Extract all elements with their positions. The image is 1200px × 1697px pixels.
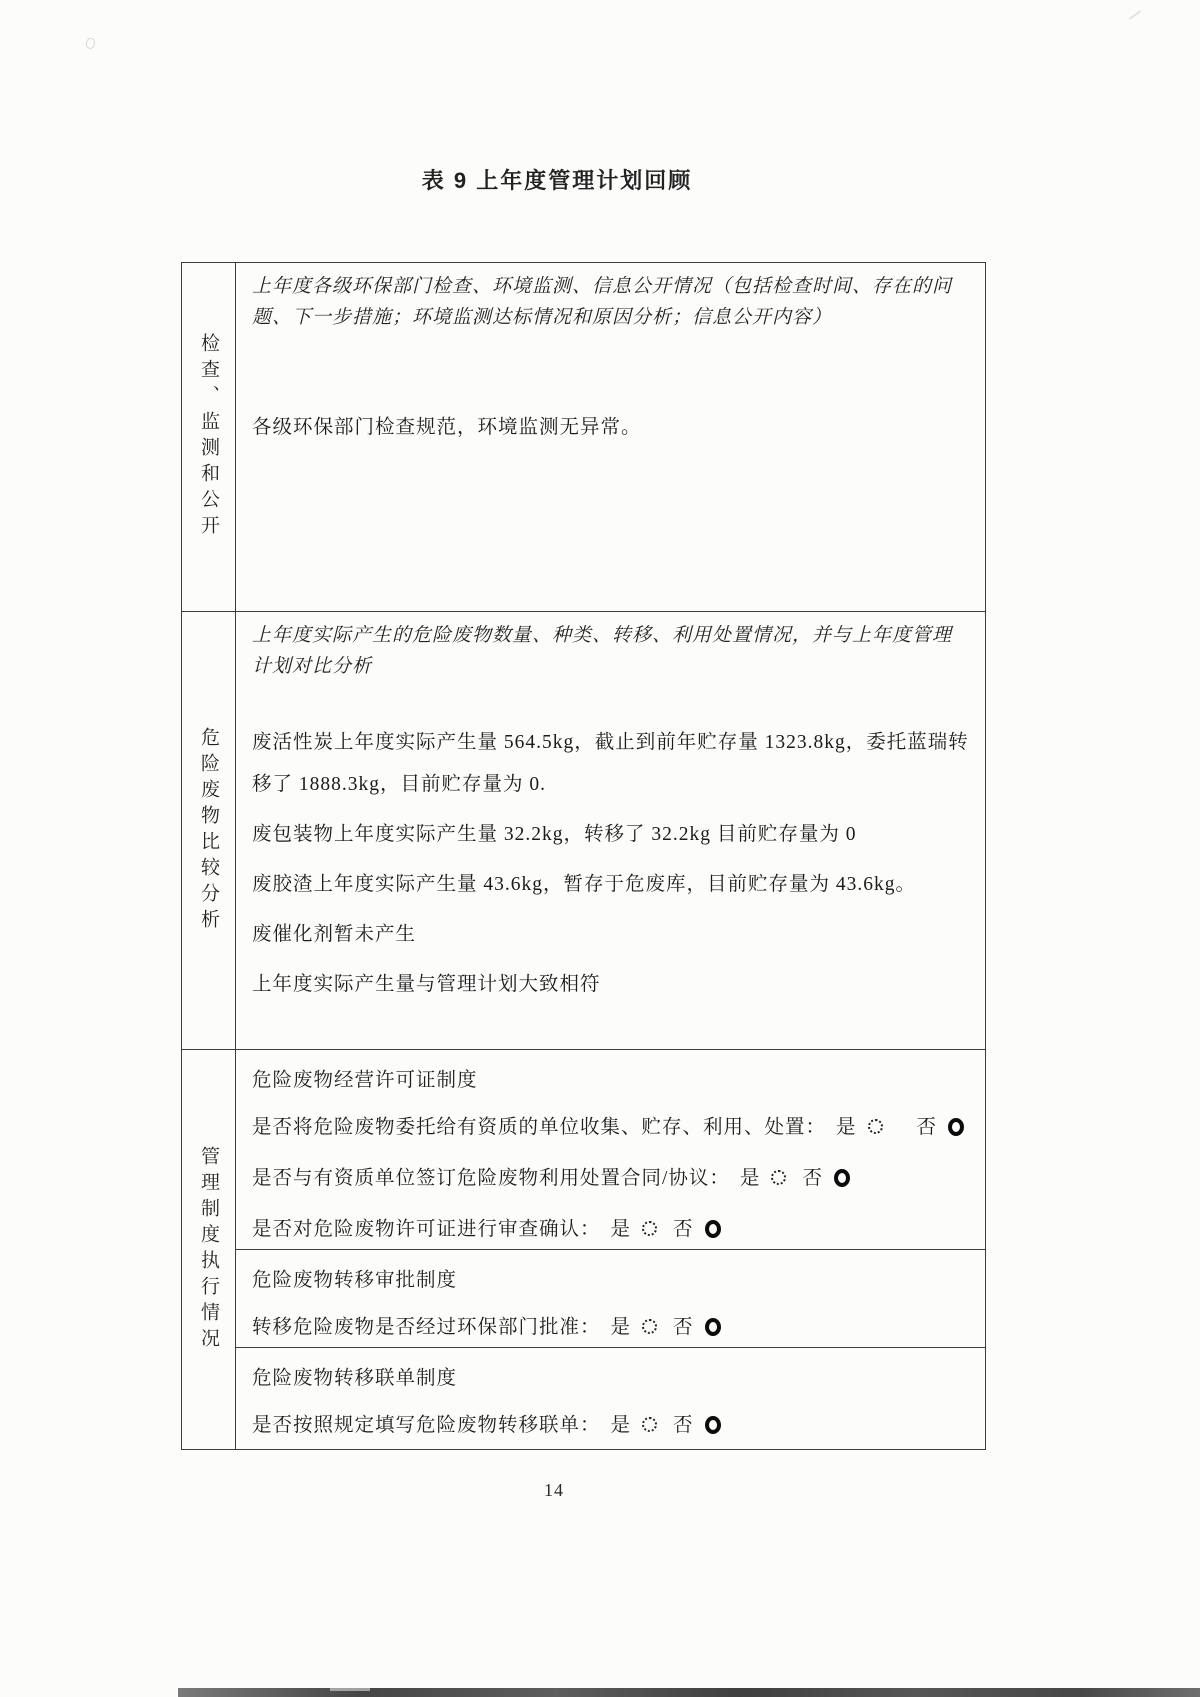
yes-radio-unchecked-icon [771, 1170, 786, 1185]
question-text: 转移危险废物是否经过环保部门批准： [252, 1317, 601, 1338]
yes-radio-unchecked-icon [642, 1221, 657, 1236]
scan-edge-notch [330, 1688, 370, 1691]
paragraph-line: 废胶渣上年度实际产生量 43.6kg，暂存于危废库，目前贮存量为 43.6kg。 [252, 874, 917, 895]
yes-option-label: 是 [610, 1317, 632, 1338]
question-row [252, 1411, 975, 1441]
no-radio-checked-icon [705, 1416, 721, 1434]
paragraph-summary [252, 964, 975, 1006]
yes-option-label: 是 [739, 1168, 761, 1189]
no-option-label: 否 [673, 1415, 694, 1436]
row-header-line: 题、下一步措施；环境监测达标情况和原因分析；信息公开内容） [252, 307, 833, 328]
row-label-cell [182, 263, 236, 611]
row-label-inspection: 检查、监测和公开 [198, 333, 219, 541]
row-header-line: 上年度各级环保部门检查、环境监测、信息公开情况（包括检查时间、存在的问 [252, 276, 953, 297]
paragraph-line: 移了 1888.3kg，目前贮存量为 0. [252, 774, 547, 795]
no-radio-checked-icon [705, 1318, 721, 1336]
question-row [252, 1215, 975, 1245]
question-row [252, 1164, 975, 1194]
row-body-text: 各级环保部门检查规范，环境监测无异常。 [252, 417, 642, 438]
no-option-label: 否 [916, 1117, 938, 1138]
no-radio-checked-icon [705, 1220, 721, 1238]
paragraph-line: 废包装物上年度实际产生量 32.2kg，转移了 32.2kg 目前贮存量为 0 [252, 824, 857, 845]
no-radio-checked-icon [834, 1169, 850, 1187]
yes-option-label: 是 [836, 1117, 857, 1138]
question-row [252, 1313, 975, 1343]
yes-radio-unchecked-icon [868, 1119, 883, 1134]
row-header-line: 上年度实际产生的危险废物数量、种类、转移、利用处置情况，并与上年度管理 [252, 625, 953, 646]
paragraph-glue-residue [252, 864, 975, 906]
question-text: 是否与有资质单位签订危险废物利用处置合同/协议： [252, 1168, 730, 1189]
row-label-cell [182, 1050, 236, 1449]
yes-radio-unchecked-icon [642, 1417, 657, 1432]
yes-option-label: 是 [610, 1415, 632, 1436]
paragraph-line: 废活性炭上年度实际产生量 564.5kg，截止到前年贮存量 1323.8kg，委托蓝瑞转 [252, 732, 969, 753]
question-text: 是否对危险废物许可证进行审查确认： [252, 1219, 601, 1240]
question-text: 是否按照规定填写危险废物转移联单： [252, 1415, 601, 1436]
paragraph-activated-carbon [252, 722, 975, 806]
subrow-transfer-manifest [236, 1347, 985, 1449]
table-row [182, 611, 985, 1049]
management-plan-review-table [181, 262, 986, 1450]
row-label-system-execution: 管理制度执行情况 [198, 1145, 219, 1354]
table-row [182, 263, 985, 611]
subrow-operating-permit [236, 1050, 985, 1249]
yes-option-label: 是 [610, 1219, 632, 1240]
paragraph-line: 上年度实际产生量与管理计划大致相符 [252, 974, 601, 995]
subrows-column [236, 1050, 985, 1449]
scan-line-artifact [1129, 10, 1142, 20]
page-number: 14 [544, 1480, 564, 1500]
yes-radio-unchecked-icon [642, 1319, 657, 1334]
paragraph-catalyst [252, 914, 975, 956]
question-row [252, 1113, 975, 1143]
scan-smudge-artifact [86, 38, 95, 49]
no-radio-checked-icon [948, 1118, 964, 1136]
no-option-label: 否 [673, 1219, 694, 1240]
row-header-line: 计划对比分析 [252, 656, 373, 677]
row-content-cell [236, 263, 985, 611]
subrow-title: 危险废物经营许可证制度 [252, 1070, 478, 1091]
row-content-cell [236, 612, 985, 1049]
table-row [182, 1049, 985, 1449]
subrow-transfer-approval [236, 1249, 985, 1347]
subrow-title: 危险废物转移联单制度 [252, 1368, 458, 1389]
page-title: 表 9 上年度管理计划回顾 [421, 168, 693, 193]
paragraph-line: 废催化剂暂未产生 [252, 924, 417, 945]
question-text: 是否将危险废物委托给有资质的单位收集、贮存、利用、处置： [252, 1117, 827, 1138]
subrow-title: 危险废物转移审批制度 [252, 1270, 458, 1291]
no-option-label: 否 [802, 1168, 823, 1189]
row-label-cell [182, 612, 236, 1049]
row-label-waste-comparison: 危险废物比较分析 [198, 726, 219, 935]
no-option-label: 否 [673, 1317, 694, 1338]
paragraph-packaging-waste [252, 814, 975, 856]
